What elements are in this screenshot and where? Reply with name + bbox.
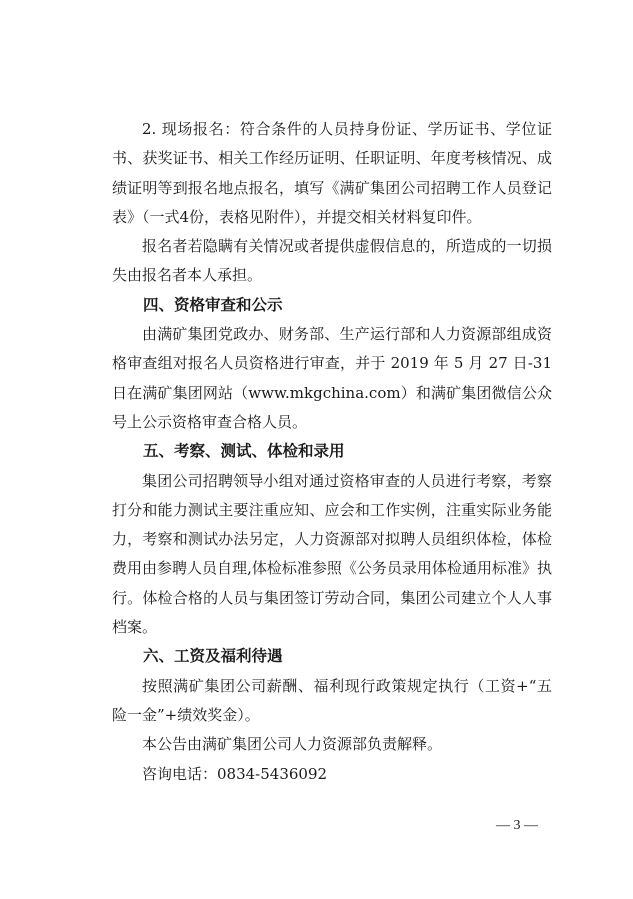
heading-qualification-review: 四、资格审查和公示	[143, 295, 283, 314]
heading-assessment: 五、考察、测试、体检和录用	[143, 442, 345, 461]
para-contact: 咨询电话：0834-5436092	[142, 764, 328, 783]
para-qualification-review: 由满矿集团党政办、财务部、生产运行部和人力资源部组成资格审查组对报名人员资格进行审查，并于 2019 年 5 月 27 日-31日在满矿集团网站（www.mkgchina.com）和满矿集团微信公众号上公示资格审查合格人员。	[112, 325, 552, 431]
page-number: — 3 —	[496, 818, 538, 833]
para-false-info: 报名者若隐瞒有关情况或者提供虚假信息的，所造成的一切损失由报名者本人承担。	[112, 237, 552, 285]
para-assessment: 集团公司招聘领导小组对通过资格审查的人员进行考察，考察打分和能力测试主要注重应知、应会和工作实例，注重实际业务能力，考察和测试办法另定，人力资源部对拟聘人员组织体检，体检费用由参聘人员自理,体检标准参照《公务员录用体检通用标准》执行。体检合格的人员与集团签订劳动合同，集团公司建立个人人事档案。	[112, 471, 552, 637]
heading-salary: 六、工资及福利待遇	[143, 647, 283, 666]
para-interpretation: 本公告由满矿集团公司人力资源部负责解释。	[142, 735, 443, 754]
para-onsite-registration: 2. 现场报名：符合条件的人员持身份证、学历证书、学位证书、获奖证书、相关工作经历证明、任职证明、年度考核情况、成绩证明等到报名地点报名，填写《满矿集团公司招聘工作人员登记表》（一式4份，表格见附件），并提交相关材料复印件。	[112, 120, 552, 226]
document-body	[112, 115, 552, 789]
para-salary: 按照满矿集团公司薪酬、福利现行政策规定执行（工资+“五险一金”+绩效奖金）。	[112, 676, 552, 724]
